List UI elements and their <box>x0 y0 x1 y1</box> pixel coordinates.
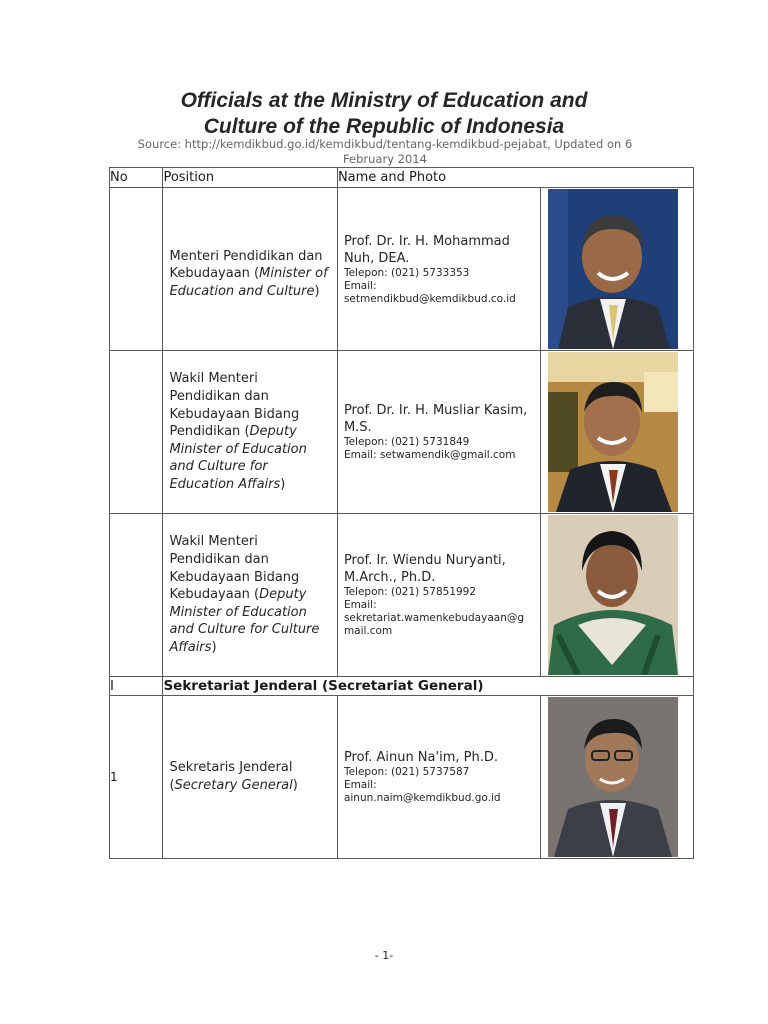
name-cell <box>337 696 540 859</box>
position-english: Minister of Education and Culture <box>169 266 328 299</box>
position-english: Deputy Minister of Education and Culture for Education Affairs <box>169 424 307 492</box>
portrait-photo <box>548 352 678 512</box>
official-email: setmendikbud@kemdikbud.co.id <box>343 292 516 305</box>
document-title <box>0 88 768 140</box>
row-number: 1 <box>110 696 163 859</box>
position-cell: Wakil Menteri Pendidikan dan Kebudayaan Bidang Kebudayaan (Deputy Minister of Education and Culture for Culture Affairs) <box>163 514 337 677</box>
table-header-row <box>110 168 694 188</box>
position-english: Deputy Minister of Education and Culture for Culture Affairs <box>169 587 320 655</box>
official-phone: Telepon: (021) 57851992 <box>343 586 477 598</box>
position-english: Secretary General <box>174 778 293 793</box>
position-indonesian: Menteri Pendidikan dan Kebudayaan <box>169 248 323 282</box>
row-number <box>110 514 163 677</box>
name-cell <box>337 514 540 677</box>
page-number: - 1- <box>374 949 394 962</box>
row-number <box>110 188 163 351</box>
position-indonesian: Wakil Menteri Pendidikan dan Kebudayaan Bidang Kebudayaan <box>169 534 300 603</box>
official-email-label: Email: <box>343 779 377 791</box>
official-email-label: Email: <box>343 599 377 611</box>
section-row <box>110 677 694 696</box>
position-cell: Menteri Pendidikan dan Kebudayaan (Minister of Education and Culture) <box>163 188 337 351</box>
header-no: No <box>110 168 163 188</box>
official-email-label: Email: <box>343 279 377 292</box>
photo-cell <box>540 351 693 514</box>
official-email: sekretariat.wamenkebudayaan@gmail.com <box>343 612 525 637</box>
header-name-photo: Name and Photo <box>337 168 693 188</box>
position-cell: Sekretaris Jenderal (Secretary General) <box>163 696 337 859</box>
official-email: ainun.naim@kemdikbud.go.id <box>343 792 501 804</box>
row-number <box>110 351 163 514</box>
official-name: Prof. Ainun Na'im, Ph.D. <box>343 750 498 765</box>
official-name: Prof. Ir. Wiendu Nuryanti, M.Arch., Ph.D. <box>343 553 506 585</box>
official-phone: Telepon: (021) 5731849 <box>343 436 470 448</box>
table-row <box>110 514 694 677</box>
portrait-photo <box>548 515 678 675</box>
official-phone: Telepon: (021) 5737587 <box>343 766 470 778</box>
name-cell <box>337 188 540 351</box>
official-email: Email: setwamendik@gmail.com <box>343 449 516 461</box>
officials-table <box>109 167 694 859</box>
position-indonesian: Sekretaris Jenderal <box>169 760 293 776</box>
portrait-photo <box>548 697 678 857</box>
position-cell: Wakil Menteri Pendidikan dan Kebudayaan Bidang Pendidikan (Deputy Minister of Education and Culture for Education Affairs) <box>163 351 337 514</box>
photo-cell <box>540 514 693 677</box>
official-name: Prof. Dr. Ir. H. Mohammad Nuh, DEA. <box>343 233 510 266</box>
table-row <box>110 696 694 859</box>
header-position: Position <box>163 168 337 188</box>
position-indonesian: Wakil Menteri Pendidikan dan Kebudayaan Bidang Pendidikan <box>169 371 300 440</box>
section-number: I <box>110 677 163 696</box>
portrait-photo <box>548 189 678 349</box>
photo-cell <box>540 696 693 859</box>
section-title: Sekretariat Jenderal (Secretariat General) <box>163 677 694 696</box>
table-row <box>110 351 694 514</box>
official-name: Prof. Dr. Ir. H. Musliar Kasim, M.S. <box>343 403 528 435</box>
title-line-2: Culture of the Republic of Indonesia <box>203 115 565 138</box>
source-note: Source: http://kemdikbud.go.id/kemdikbud/tentang-kemdikbud-pejabat, Updated on 6 February 2014 <box>137 137 633 166</box>
table-row <box>110 188 694 351</box>
title-line-1: Officials at the Ministry of Education and <box>180 89 588 112</box>
name-cell <box>337 351 540 514</box>
photo-cell <box>540 188 693 351</box>
official-phone: Telepon: (021) 5733353 <box>343 266 470 279</box>
